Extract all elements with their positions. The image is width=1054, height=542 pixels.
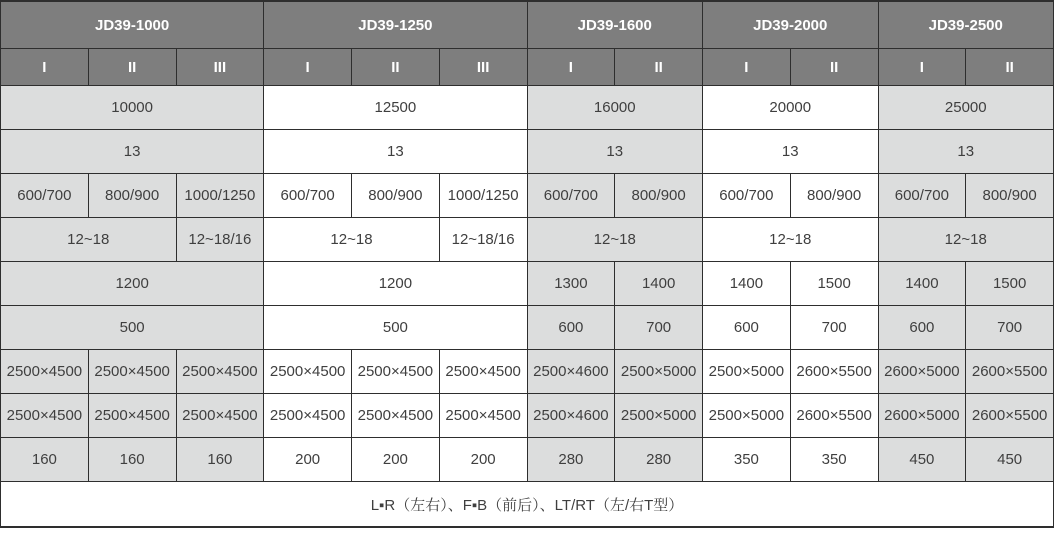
group-header-jd39-1000: JD39-1000 (1, 1, 264, 49)
spec-cell-r5-c7: 700 (615, 306, 703, 350)
spec-cell-r6-c1: 2500×4500 (88, 350, 176, 394)
spec-cell-r7-c2: 2500×4500 (176, 394, 264, 438)
spec-cell-r3-c8: 12~18 (703, 218, 879, 262)
spec-cell-r4-c8: 1400 (703, 262, 791, 306)
spec-cell-r7-c1: 2500×4500 (88, 394, 176, 438)
spec-cell-r2-c7: 800/900 (615, 174, 703, 218)
spec-cell-r4-c7: 1400 (615, 262, 703, 306)
spec-row-6 (1, 350, 1054, 394)
spec-cell-r3-c6: 12~18 (527, 218, 703, 262)
spec-cell-r6-c8: 2500×5000 (703, 350, 791, 394)
spec-cell-r2-c10: 600/700 (878, 174, 966, 218)
spec-cell-r8-c10: 450 (878, 438, 966, 482)
spec-cell-r6-c9: 2600×5500 (790, 350, 878, 394)
spec-cell-r4-c6: 1300 (527, 262, 615, 306)
spec-row-4 (1, 262, 1054, 306)
spec-row-8 (1, 438, 1054, 482)
spec-cell-r6-c5: 2500×4500 (439, 350, 527, 394)
spec-cell-r7-c5: 2500×4500 (439, 394, 527, 438)
spec-cell-r2-c1: 800/900 (88, 174, 176, 218)
variant-header-jd39-1000-i: I (1, 49, 89, 86)
spec-cell-r5-c8: 600 (703, 306, 791, 350)
variant-header-jd39-1250-i: I (264, 49, 352, 86)
spec-cell-r3-c0: 12~18 (1, 218, 177, 262)
spec-cell-r6-c3: 2500×4500 (264, 350, 352, 394)
variant-header-jd39-1000-iii: III (176, 49, 264, 86)
spec-cell-r8-c7: 280 (615, 438, 703, 482)
spec-cell-r2-c9: 800/900 (790, 174, 878, 218)
spec-cell-r7-c9: 2600×5500 (790, 394, 878, 438)
variant-header-jd39-1600-i: I (527, 49, 615, 86)
spec-cell-r7-c7: 2500×5000 (615, 394, 703, 438)
spec-cell-r8-c2: 160 (176, 438, 264, 482)
spec-cell-r6-c11: 2600×5500 (966, 350, 1054, 394)
model-group-header-row (1, 1, 1054, 49)
spec-row-2 (1, 174, 1054, 218)
spec-cell-r8-c0: 160 (1, 438, 89, 482)
spec-cell-r3-c5: 12~18/16 (439, 218, 527, 262)
spec-cell-r8-c3: 200 (264, 438, 352, 482)
spec-cell-r5-c10: 600 (878, 306, 966, 350)
spec-cell-r0-c6: 16000 (527, 86, 703, 130)
spec-cell-r5-c0: 500 (1, 306, 264, 350)
spec-cell-r5-c9: 700 (790, 306, 878, 350)
spec-cell-r1-c3: 13 (264, 130, 527, 174)
spec-cell-r8-c11: 450 (966, 438, 1054, 482)
spec-cell-r2-c11: 800/900 (966, 174, 1054, 218)
spec-cell-r2-c2: 1000/1250 (176, 174, 264, 218)
spec-cell-r8-c4: 200 (352, 438, 440, 482)
variant-header-row (1, 49, 1054, 86)
spec-cell-r0-c10: 25000 (878, 86, 1054, 130)
spec-cell-r3-c3: 12~18 (264, 218, 440, 262)
spec-cell-r7-c8: 2500×5000 (703, 394, 791, 438)
spec-cell-r6-c6: 2500×4600 (527, 350, 615, 394)
spec-cell-r4-c0: 1200 (1, 262, 264, 306)
spec-cell-r7-c6: 2500×4600 (527, 394, 615, 438)
spec-cell-r6-c7: 2500×5000 (615, 350, 703, 394)
spec-cell-r8-c8: 350 (703, 438, 791, 482)
spec-cell-r7-c3: 2500×4500 (264, 394, 352, 438)
spec-cell-r7-c11: 2600×5500 (966, 394, 1054, 438)
spec-cell-r8-c1: 160 (88, 438, 176, 482)
spec-cell-r2-c5: 1000/1250 (439, 174, 527, 218)
spec-row-0 (1, 86, 1054, 130)
spec-cell-r2-c0: 600/700 (1, 174, 89, 218)
spec-cell-r7-c4: 2500×4500 (352, 394, 440, 438)
spec-cell-r5-c3: 500 (264, 306, 527, 350)
spec-cell-r1-c0: 13 (1, 130, 264, 174)
variant-header-jd39-2000-ii: II (790, 49, 878, 86)
footer-row (1, 482, 1054, 528)
variant-header-jd39-2500-ii: II (966, 49, 1054, 86)
spec-cell-r2-c3: 600/700 (264, 174, 352, 218)
spec-cell-r8-c6: 280 (527, 438, 615, 482)
spec-cell-r4-c9: 1500 (790, 262, 878, 306)
variant-header-jd39-1250-iii: III (439, 49, 527, 86)
spec-cell-r3-c10: 12~18 (878, 218, 1054, 262)
spec-cell-r4-c10: 1400 (878, 262, 966, 306)
spec-cell-r7-c0: 2500×4500 (1, 394, 89, 438)
spec-cell-r8-c9: 350 (790, 438, 878, 482)
spec-cell-r0-c0: 10000 (1, 86, 264, 130)
spec-table-header (1, 1, 1054, 86)
variant-header-jd39-1600-ii: II (615, 49, 703, 86)
spec-cell-r0-c8: 20000 (703, 86, 879, 130)
variant-header-jd39-1250-ii: II (352, 49, 440, 86)
group-header-jd39-2000: JD39-2000 (703, 1, 879, 49)
spec-cell-r1-c10: 13 (878, 130, 1054, 174)
spec-cell-r3-c2: 12~18/16 (176, 218, 264, 262)
spec-row-1 (1, 130, 1054, 174)
spec-cell-r2-c8: 600/700 (703, 174, 791, 218)
spec-table-body (1, 86, 1054, 482)
group-header-jd39-1600: JD39-1600 (527, 1, 703, 49)
spec-cell-r6-c2: 2500×4500 (176, 350, 264, 394)
spec-cell-r5-c11: 700 (966, 306, 1054, 350)
spec-row-5 (1, 306, 1054, 350)
spec-cell-r6-c0: 2500×4500 (1, 350, 89, 394)
variant-header-jd39-1000-ii: II (88, 49, 176, 86)
spec-cell-r7-c10: 2600×5000 (878, 394, 966, 438)
spec-cell-r4-c11: 1500 (966, 262, 1054, 306)
spec-row-3 (1, 218, 1054, 262)
spec-cell-r4-c3: 1200 (264, 262, 527, 306)
variant-header-jd39-2500-i: I (878, 49, 966, 86)
spec-cell-r0-c3: 12500 (264, 86, 527, 130)
direction-options-cell: L▪R（左右）、F▪B（前后）、LT/RT（左/右T型） (1, 482, 1054, 528)
group-header-jd39-2500: JD39-2500 (878, 1, 1054, 49)
spec-cell-r5-c6: 600 (527, 306, 615, 350)
spec-cell-r1-c8: 13 (703, 130, 879, 174)
variant-header-jd39-2000-i: I (703, 49, 791, 86)
spec-cell-r2-c4: 800/900 (352, 174, 440, 218)
spec-table-footer (1, 482, 1054, 528)
spec-row-7 (1, 394, 1054, 438)
group-header-jd39-1250: JD39-1250 (264, 1, 527, 49)
spec-cell-r2-c6: 600/700 (527, 174, 615, 218)
spec-cell-r6-c4: 2500×4500 (352, 350, 440, 394)
spec-cell-r8-c5: 200 (439, 438, 527, 482)
spec-cell-r1-c6: 13 (527, 130, 703, 174)
spec-cell-r6-c10: 2600×5000 (878, 350, 966, 394)
